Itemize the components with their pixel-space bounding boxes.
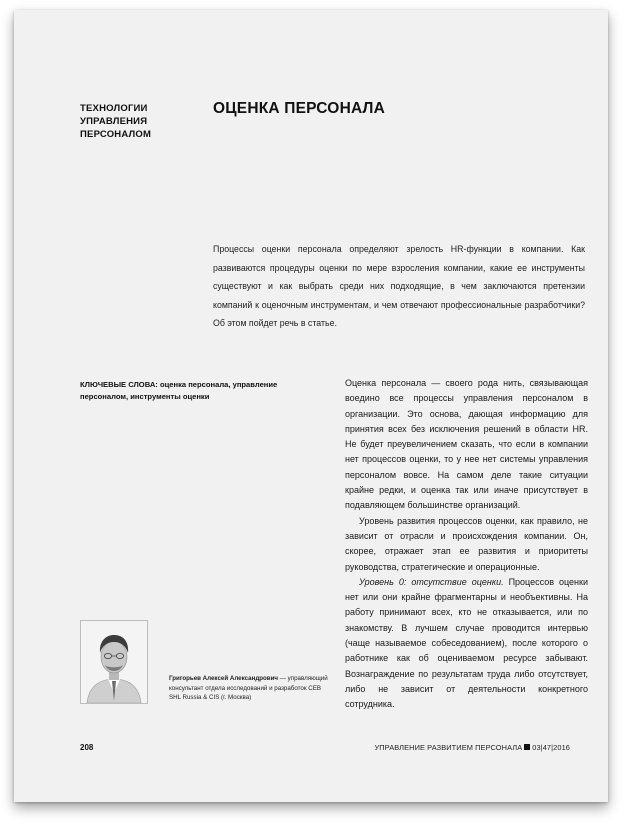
author-photo bbox=[80, 620, 148, 704]
keywords-text: оценка персонала, управление персоналом, инструменты оценки bbox=[80, 380, 278, 401]
body-paragraph-1: Оценка персонала — своего рода нить, связывающая воедино все процессы управления персоналом в организации. Это основа, дающая информацию для принятия всех без исключения решений в области HR. Не будет преувеличением сказать, что если в компании нет процессов оценки, то у нее нет системы управления персоналом вовсе. На самом деле такие ситуации крайне редки, и оценка так или иначе присутствует в подавляющем большинстве организаций. bbox=[345, 378, 588, 511]
article-title: ОЦЕНКА ПЕРСОНАЛА bbox=[213, 100, 386, 117]
author-portrait-illustration bbox=[81, 621, 147, 703]
page-number: 208 bbox=[80, 743, 94, 752]
keywords bbox=[80, 379, 323, 403]
document-page bbox=[14, 10, 608, 802]
section-label-line-3: ПЕРСОНАЛОМ bbox=[80, 129, 152, 140]
author-info bbox=[169, 674, 329, 703]
section-label-line-2: УПРАВЛЕНИЯ bbox=[80, 116, 148, 127]
section-label bbox=[80, 102, 190, 141]
keywords-label: КЛЮЧЕВЫЕ СЛОВА: bbox=[80, 380, 158, 389]
journal-issue: 03|47|2016 bbox=[532, 743, 570, 752]
level-heading: Уровень 0: отсутствие оценки. bbox=[359, 576, 504, 587]
article-body bbox=[345, 376, 588, 713]
author-description: — управляющий консультант отдела исследований и разработок CEB SHL Russia & CIS (г. Москва) bbox=[169, 675, 328, 701]
level-text: Процессов оценки нет или они крайне фрагментарны и необъективны. На работу принимают всех, кто не отказывается, или по знакомству. В лучшем случае проводится интервью (чаще называемое собеседованием), после которого о работнике как об оцениваемом ресурсе забывают. Вознаграждение по результатам труда либо отсутствует, либо не зависит от деятельности конкретного сотрудника. bbox=[345, 576, 588, 710]
author-name: Григорьев Алексей Александрович bbox=[169, 675, 279, 682]
section-label-line-1: ТЕХНОЛОГИИ bbox=[80, 103, 148, 114]
article-lead bbox=[213, 240, 585, 333]
lead-paragraph: Процессы оценки персонала определяют зрелость HR-функции в компании. Как развиваются процедуры оценки по мере взросления компании, какие ее инструменты существуют и как выбрать среди них подходящие, в чем заключаются претензии компаний к оценочным инструментам, и чем отвечают профессиональные разработчики? Об этом пойдет речь в статье. bbox=[213, 244, 585, 329]
body-paragraph-3 bbox=[345, 575, 588, 713]
journal-name: УПРАВЛЕНИЕ РАЗВИТИЕМ ПЕРСОНАЛА bbox=[374, 743, 523, 752]
square-separator-icon bbox=[524, 744, 530, 750]
body-paragraph-2: Уровень развития процессов оценки, как правило, не зависит от отрасли и происхождения компании. Он, скорее, отражает этап ее развития и приоритеты руководства, стратегические и операционные. bbox=[345, 515, 588, 572]
journal-footer bbox=[374, 743, 570, 752]
